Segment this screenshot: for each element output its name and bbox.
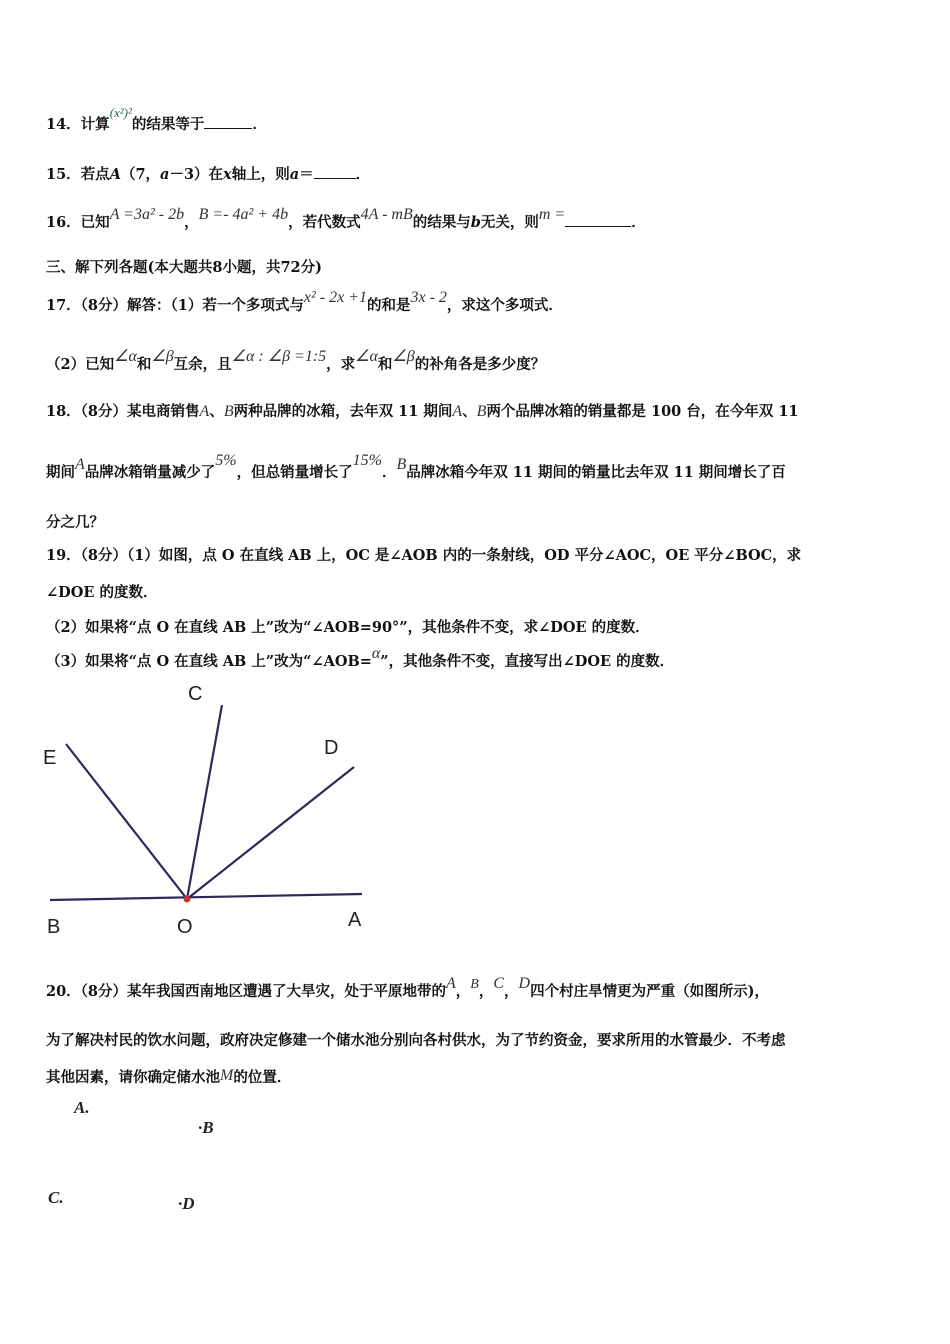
question-14: 14．计算(x²)²的结果等于 ． (46, 105, 267, 133)
math-expression: x² - 2x +1 (303, 289, 367, 306)
question-17-part-1: 17．（8分）解答：（1）若一个多项式与x² - 2x +1的和是3x - 2，求这个多项式． (46, 289, 563, 314)
label-b: B (47, 916, 61, 938)
village-b-label: ·B (198, 1118, 214, 1137)
answer-blank (565, 212, 631, 227)
ray-oe (66, 744, 187, 899)
point-o (184, 896, 191, 903)
village-c-label: C. (48, 1188, 64, 1207)
answer-blank (204, 114, 252, 129)
math-expression: A =3a² - 2b (109, 206, 185, 223)
math-expression: ∠α : ∠β =1:5 (231, 348, 327, 365)
question-16: 16．已知A =3a² - 2b，B =- 4a² + 4b，若代数式4A - mB的结果与b无关，则m = ． (46, 206, 646, 231)
answer-blank (314, 164, 356, 179)
question-19-line-1: 19．（8分）（1）如图，点 O 在直线 AB 上，OC 是∠AOB 内的一条射线，OD 平分∠AOC，OE 平分∠BOC，求 (46, 547, 802, 564)
math-expression: 3x - 2 (410, 289, 447, 306)
math-expression: ∠α (355, 348, 378, 365)
village-d-label: ·D (178, 1194, 195, 1213)
question-17-part-2: （2）已知∠α和∠β互余，且∠α : ∠β =1:5，求∠α和∠β的补角各是多少度？ (46, 348, 546, 373)
label-o: O (177, 916, 193, 938)
section-heading: 三、解下列各题(本大题共8小题，共72分) (46, 259, 322, 276)
question-18-line-1: 18．（8分）某电商销售A、B两种品牌的冰箱，去年双 11 期间A、B两个品牌冰箱的销量都是 100 台，在今年双 11 (46, 403, 799, 420)
label-d: D (324, 737, 339, 759)
math-expression: ∠β (392, 348, 415, 365)
line-ab (50, 894, 362, 900)
ray-od (187, 767, 354, 899)
math-expression: 4A - mB (360, 206, 413, 223)
math-expression: ∠β (151, 348, 174, 365)
math-expression: (x²)² (109, 105, 132, 120)
question-18-line-3: 分之几？ (46, 514, 104, 531)
question-20-line-3: 其他因素，请你确定储水池M的位置． (46, 1067, 292, 1086)
question-15: 15．若点A（7，a－3）在x轴上，则a＝ ． (46, 166, 371, 183)
question-18-line-2: 期间A品牌冰箱销量减少了5%，但总销量增长了15%．B品牌冰箱今年双 11 期间的销量比去年双 11 期间增长了百 (46, 452, 786, 481)
math-expression: B =- 4a² + 4b (198, 206, 289, 223)
question-20-line-1: 20．（8分）某年我国西南地区遭遇了大旱灾，处于平原地带的A，B，C，D四个村庄旱情更为严重（如图所示)， (46, 975, 769, 1000)
question-19-part-3: （3）如果将“点 O 在直线 AB 上”改为“∠AOB=α”，其他条件不变，直接写出∠DOE 的度数． (46, 645, 675, 670)
question-20-line-2: 为了解决村民的饮水问题，政府决定修建一个储水池分别向各村供水，为了节约资金，要求所用的水管最少．不考虑 (46, 1032, 786, 1049)
angle-figure (0, 670, 400, 950)
math-expression: ∠α (114, 348, 137, 365)
question-19-part-2: （2）如果将“点 O 在直线 AB 上”改为“∠AOB=90°”，其他条件不变，求∠DOE 的度数． (46, 619, 650, 636)
label-a: A (348, 909, 362, 931)
question-19-line-2: ∠DOE 的度数． (46, 584, 158, 601)
label-c: C (188, 683, 203, 705)
ray-oc (187, 705, 222, 899)
village-a-label: A. (74, 1098, 90, 1117)
math-expression: m = (538, 206, 566, 223)
label-e: E (43, 747, 57, 769)
